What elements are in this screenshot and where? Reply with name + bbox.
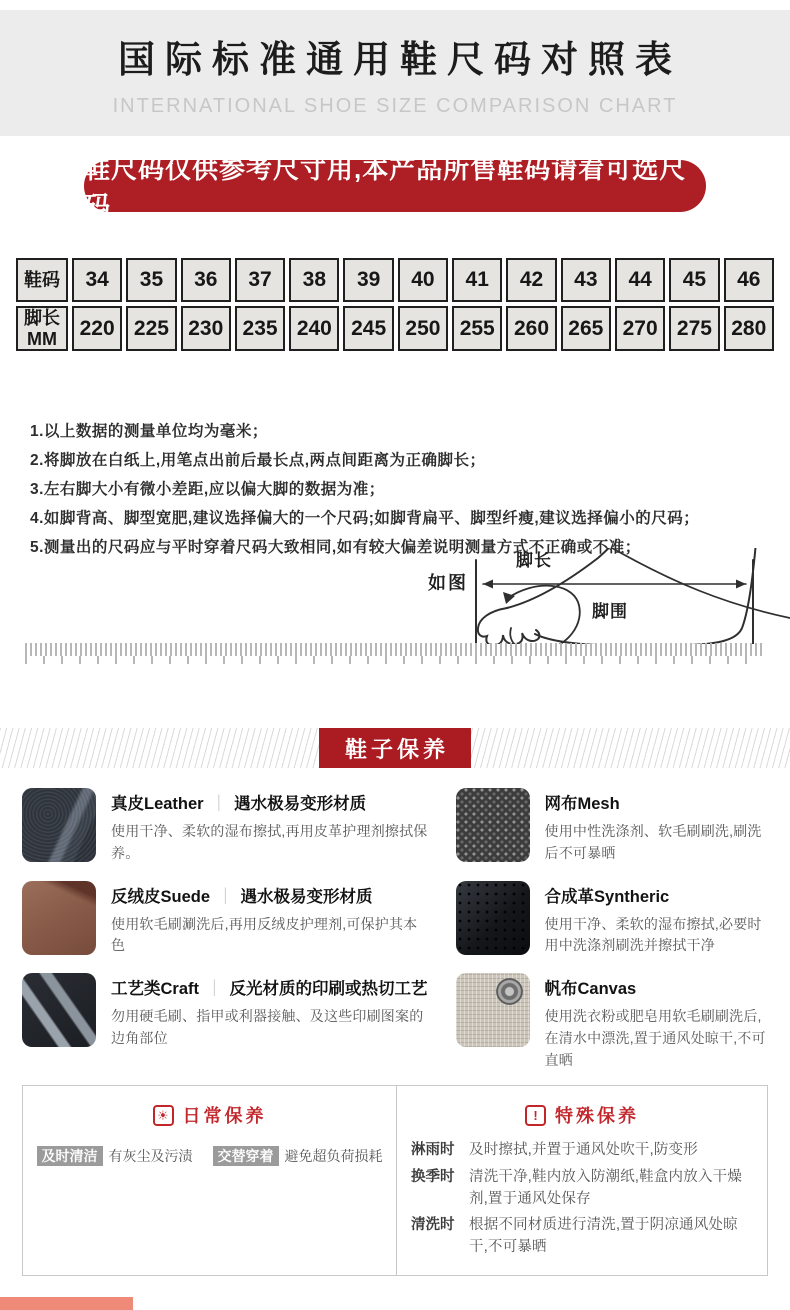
care-item-mesh: [456, 788, 768, 864]
daily-care-tag: 及时清洁: [37, 1146, 103, 1166]
size-cell: 35: [126, 258, 176, 302]
mesh-texture-image: [456, 788, 530, 862]
length-cell: 265: [561, 306, 611, 351]
note-line: 4.如脚背高、脚型宽肥,建议选择偏大的一个尺码;如脚背扁平、脚型纤瘦,建议选择偏小的尺码；: [30, 510, 700, 528]
length-row: [16, 306, 774, 351]
care-item-craft: [22, 973, 428, 1071]
care-section-title: 鞋子保养: [319, 728, 471, 768]
length-row-header: [16, 306, 68, 351]
special-care-text: 清洗干净,鞋内放入防潮纸,鞋盒内放入干燥剂,置于通风处保存: [469, 1168, 743, 1207]
care-item-desc: 使用干净、柔软的湿布擦拭,再用皮革护理剂擦拭保养。: [111, 823, 428, 862]
length-cell: 220: [72, 306, 122, 351]
page-title: 国际标准通用鞋尺码对照表: [118, 38, 682, 80]
size-row-header: 鞋码: [16, 258, 68, 302]
daily-care-title: 日常保养: [182, 1106, 267, 1127]
special-care-text: 根据不同材质进行清洗,置于阴凉通风处晾干,不可暴晒: [469, 1217, 738, 1256]
craft-texture-image: [22, 973, 96, 1047]
length-header-line1: 脚长: [24, 308, 60, 328]
daily-care-header: [35, 1102, 384, 1128]
care-item-title: [111, 883, 428, 907]
special-care-panel: [396, 1086, 767, 1275]
daily-care-tag: 交替穿着: [213, 1146, 279, 1166]
care-item-canvas: [456, 973, 768, 1071]
size-cell: 44: [615, 258, 665, 302]
special-care-label: 换季时: [411, 1168, 455, 1185]
label-as-shown: 如图: [428, 573, 468, 594]
length-header-line2: MM: [27, 328, 57, 349]
daily-care-panel: [23, 1086, 396, 1275]
notice-banner: [84, 154, 706, 221]
length-cell: 235: [235, 306, 285, 351]
care-item-leather: [22, 788, 428, 864]
length-cell: 225: [126, 306, 176, 351]
material-name: 真皮Leather: [111, 795, 204, 814]
size-cell: 40: [398, 258, 448, 302]
foot-measurement-diagram: [0, 548, 790, 666]
note-line: 3.左右脚大小有微小差距,应以偏大脚的数据为准；: [30, 481, 385, 499]
size-cell: 46: [724, 258, 774, 302]
material-tag: 反光材质的印刷或热切工艺: [229, 980, 428, 999]
special-care-entries: [411, 1140, 753, 1259]
length-cell: 255: [452, 306, 502, 351]
care-item-title: [545, 975, 768, 999]
sun-icon: ☀: [153, 1105, 174, 1126]
size-cell: 38: [289, 258, 339, 302]
care-item-title: [111, 790, 428, 814]
note-line: 2.将脚放在白纸上,用笔点出前后最长点,两点间距离为正确脚长；: [30, 452, 486, 470]
material-name: 工艺类Craft: [111, 980, 200, 999]
special-care-label: 清洗时: [411, 1217, 455, 1234]
care-section-band: [0, 728, 790, 768]
care-item-desc: 使用中性洗涤剂、软毛刷刷洗,刷洗后不可暴晒: [544, 823, 762, 862]
ruler-coarse-ticks: [25, 656, 762, 664]
length-cell: 270: [615, 306, 665, 351]
care-item-desc: 使用软毛刷涮洗后,再用反绒皮护理剂,可保护其本色: [111, 915, 418, 954]
note-line: 1.以上数据的测量单位均为毫米；: [30, 423, 268, 441]
size-cell: 43: [561, 258, 611, 302]
length-cell: 260: [506, 306, 556, 351]
size-cell: 39: [343, 258, 393, 302]
care-item-suede: [22, 881, 428, 957]
measuring-notes: [30, 417, 790, 562]
care-item-desc: 使用洗衣粉或肥皂用软毛刷刷洗后,在清水中漂洗,置于通风处晾干,不可直晒: [544, 1008, 766, 1068]
special-care-entry: [411, 1140, 753, 1162]
title-separator: ｜: [206, 980, 223, 999]
size-cell: 45: [669, 258, 719, 302]
title-separator: ｜: [217, 887, 234, 906]
ruler-fine-ticks: [25, 643, 762, 656]
daily-care-text: 避免超负荷损耗: [284, 1148, 383, 1165]
notice-text: 鞋尺码仅供参考尺寸用,本产品所售鞋码请看可选尺码: [84, 154, 687, 221]
note-line: 5.测量出的尺码应与平时穿着尺码大致相同,如有较大偏差说明测量方式不正确或不准；: [30, 539, 641, 557]
exclamation-icon: !: [525, 1105, 546, 1126]
page-subtitle: INTERNATIONAL SHOE SIZE COMPARISON CHART: [112, 94, 678, 117]
size-cell: 41: [452, 258, 502, 302]
length-cell: 230: [181, 306, 231, 351]
suede-texture-image: [22, 881, 96, 955]
special-care-entry: [411, 1215, 753, 1259]
special-care-text: 及时擦拭,并置于通风处吹干,防变形: [469, 1142, 698, 1159]
care-grid: [22, 788, 768, 1071]
material-name: 帆布Canvas: [544, 980, 637, 999]
daily-care-entry: [213, 1146, 383, 1166]
length-cell: 280: [724, 306, 774, 351]
synthetic-texture-image: [456, 881, 530, 955]
title-separator: ｜: [210, 795, 228, 814]
length-cell: 245: [343, 306, 393, 351]
length-cell: 250: [398, 306, 448, 351]
special-care-label: 淋雨时: [411, 1142, 455, 1159]
special-care-header: [411, 1102, 753, 1128]
special-care-title: 特殊保养: [555, 1106, 639, 1127]
special-care-entry: [411, 1167, 753, 1211]
bottom-accent-strip: [0, 1297, 133, 1310]
care-item-synthetic: [456, 881, 768, 957]
size-cell: 36: [181, 258, 231, 302]
size-row: [16, 258, 774, 302]
material-name: 反绒皮Suede: [111, 887, 211, 906]
daily-care-entry: [37, 1146, 193, 1166]
size-table: [12, 254, 778, 355]
label-foot-girth: 脚围: [592, 602, 628, 622]
material-tag: 遇水极易变形材质: [234, 795, 367, 814]
hero-header: [0, 10, 790, 136]
material-name: 合成革Syntheric: [544, 887, 670, 906]
material-tag: 遇水极易变形材质: [240, 887, 373, 906]
canvas-texture-image: [456, 973, 530, 1047]
material-name: 网布Mesh: [544, 795, 620, 814]
daily-care-entries: [35, 1146, 384, 1166]
length-cell: 240: [289, 306, 339, 351]
care-item-title: [545, 790, 768, 814]
size-cell: 34: [72, 258, 122, 302]
ruler-graphic: [25, 643, 762, 664]
daily-care-text: 有灰尘及污渍: [108, 1148, 193, 1165]
size-cell: 37: [235, 258, 285, 302]
care-item-title: [111, 975, 428, 999]
foot-outline-drawing: [0, 548, 790, 644]
care-item-title: [545, 883, 768, 907]
care-item-desc: 使用干净、柔软的湿布擦拭,必要时用中洗涤剂刷洗并擦拭干净: [544, 915, 762, 954]
care-item-desc: 勿用硬毛刷、指甲或利器接触、及这些印刷图案的边角部位: [111, 1008, 424, 1046]
care-footer-box: [22, 1085, 768, 1276]
length-cell: 275: [669, 306, 719, 351]
label-foot-length: 脚长: [516, 551, 552, 571]
size-cell: 42: [506, 258, 556, 302]
leather-texture-image: [22, 788, 96, 862]
